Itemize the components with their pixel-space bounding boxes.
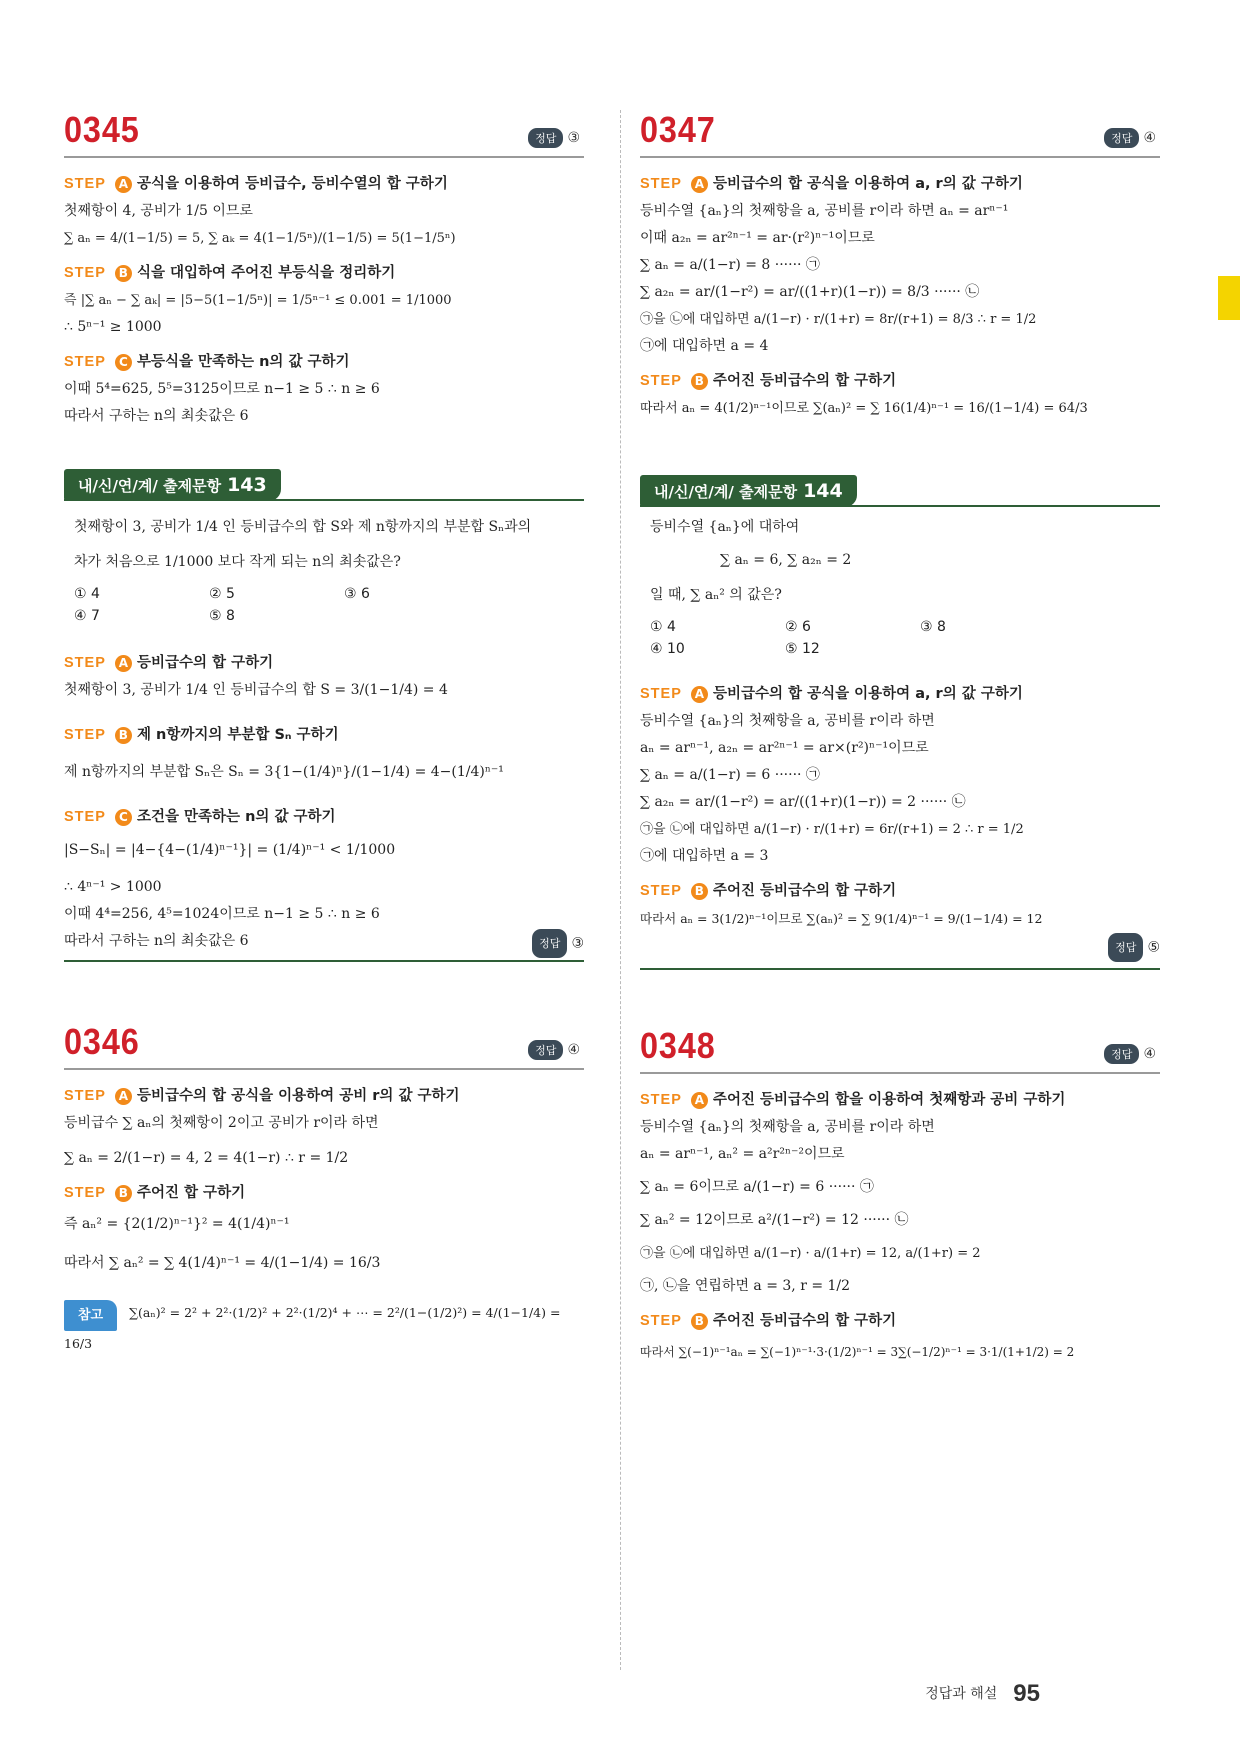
equation-line: 따라서 ∑(−1)ⁿ⁻¹aₙ = ∑(−1)ⁿ⁻¹·3·(1/2)ⁿ⁻¹ = 3∑(−1/2)ⁿ⁻¹ = 3·1/(1+1/2) = 2 xyxy=(640,1345,1075,1359)
choice-4[interactable]: ④ 7 xyxy=(74,608,100,624)
solution-line: 이때 4⁴=256, 4⁵=1024이므로 n−1 ≥ 5 ∴ n ≥ 6 xyxy=(64,906,380,922)
equation-line: 즉 |∑ aₙ − ∑ aₖ| = |5−5(1−1/5ⁿ)| = 1/5ⁿ⁻¹ ≤ 0.001 = 1/1000 xyxy=(64,293,452,308)
problem-header-0347 xyxy=(640,110,1160,158)
reference-note: 참고 ∑(aₙ)² = 2² + 2²·(1/2)² + 2²·(1/2)⁴ + ⋯ = 2²/(1−(1/2)²) = 4/(1−1/4) = 16/3 xyxy=(64,1300,584,1356)
equation-line: 따라서 aₙ = 3(1/2)ⁿ⁻¹이므로 ∑(aₙ)² = ∑ 9(1/4)ⁿ⁻¹ = 9/(1−1/4) = 12 xyxy=(640,911,1043,926)
left-column xyxy=(64,110,584,1358)
equation-line: ∑ a₂ₙ = ar/(1−r²) = ar/((1+r)(1−r)) = 2 ······ ㉡ xyxy=(640,794,966,810)
equation-line: |S−Sₙ| = |4−{4−(1/4)ⁿ⁻¹}| = (1/4)ⁿ⁻¹ < 1/1000 xyxy=(64,842,396,858)
solution-line: 등비수열 {aₙ}의 첫째항을 a, 공비를 r이라 하면 xyxy=(640,1119,935,1135)
problem-number: 0348 xyxy=(640,1025,716,1066)
solution-line: 등비수열 {aₙ}의 첫째항을 a, 공비를 r이라 하면 xyxy=(640,713,935,729)
choice-2[interactable]: ② 6 xyxy=(785,619,811,635)
question-text: 등비수열 {aₙ}에 대하여 xyxy=(650,519,800,535)
choice-5[interactable]: ⑤ 12 xyxy=(785,641,820,657)
equation-line: 따라서 aₙ = 4(1/2)ⁿ⁻¹이므로 ∑(aₙ)² = ∑ 16(1/4)ⁿ⁻¹ = 16/(1−1/4) = 64/3 xyxy=(640,401,1088,416)
column-divider xyxy=(620,110,621,1670)
solution-line: aₙ = arⁿ⁻¹, a₂ₙ = ar²ⁿ⁻¹ = ar×(r²)ⁿ⁻¹이므로 xyxy=(640,740,929,756)
related-problem-144 xyxy=(640,475,1160,970)
solution-line: ㉠에 대입하면 a = 3 xyxy=(640,848,769,864)
answer-label: 정답 ⑤ xyxy=(640,933,1160,962)
choice-3[interactable]: ③ 8 xyxy=(920,619,946,635)
answer-label: 정답 ④ xyxy=(1104,1044,1156,1064)
page-number: 95 xyxy=(1013,1680,1040,1707)
equation-line: ∑ aₙ = a/(1−r) = 6 ······ ㉠ xyxy=(640,767,820,783)
right-column xyxy=(640,110,1160,1367)
equation-line: ∑ aₙ = 6이므로 a/(1−r) = 6 ······ ㉠ xyxy=(640,1179,874,1195)
step-a: STEP A 등비급수의 합 공식을 이용하여 a, r의 값 구하기 xyxy=(640,686,1023,702)
equation-line: ㉠을 ㉡에 대입하면 a/(1−r) · a/(1+r) = 12, a/(1+r) = 2 xyxy=(640,1246,981,1261)
question-text: 첫째항이 3, 공비가 1/4 인 등비급수의 합 S와 제 n항까지의 부분합 Sₙ과의 xyxy=(74,519,532,535)
related-problem-143 xyxy=(64,469,584,962)
equation-line: 즉 aₙ² = {2(1/2)ⁿ⁻¹}² = 4(1/4)ⁿ⁻¹ xyxy=(64,1216,290,1232)
step-a: STEP A 등비급수의 합 공식을 이용하여 a, r의 값 구하기 xyxy=(640,176,1023,192)
choice-2[interactable]: ② 5 xyxy=(209,586,235,602)
choice-1[interactable]: ① 4 xyxy=(650,619,676,635)
answer-choices xyxy=(650,616,1160,660)
problem-number: 0346 xyxy=(64,1021,140,1062)
step-b: STEP B 주어진 등비급수의 합 구하기 xyxy=(640,1313,897,1329)
equation-line: ∑ aₙ = 2/(1−r) = 4, 2 = 4(1−r) ∴ r = 1/2 xyxy=(64,1150,349,1166)
solution-line: ㉠, ㉡을 연립하면 a = 3, r = 1/2 xyxy=(640,1278,851,1294)
answer-label: 정답 ③ xyxy=(532,929,584,958)
step-b: STEP B 주어진 합 구하기 xyxy=(64,1185,246,1201)
choice-1[interactable]: ① 4 xyxy=(74,586,100,602)
solution-line: 따라서 구하는 n의 최솟값은 6 정답 ③ xyxy=(64,929,584,954)
page-footer xyxy=(925,1680,1040,1708)
answer-label: 정답 ③ xyxy=(528,128,580,148)
step-a: STEP A 주어진 등비급수의 합을 이용하여 첫째항과 공비 구하기 xyxy=(640,1092,1066,1108)
solution-line: 등비수열 {aₙ}의 첫째항을 a, 공비를 r이라 하면 aₙ = arⁿ⁻¹ xyxy=(640,203,1009,219)
solution-line: ㉠에 대입하면 a = 4 xyxy=(640,338,769,354)
footer-label: 정답과 해설 xyxy=(925,1686,998,1702)
equation-line: 제 n항까지의 부분합 Sₙ은 Sₙ = 3{1−(1/4)ⁿ}/(1−1/4) = 4−(1/4)ⁿ⁻¹ xyxy=(64,764,504,780)
question-text: ∑ aₙ = 6, ∑ a₂ₙ = 2 xyxy=(720,552,852,568)
choice-4[interactable]: ④ 10 xyxy=(650,641,685,657)
equation-line: 따라서 ∑ aₙ² = ∑ 4(1/4)ⁿ⁻¹ = 4/(1−1/4) = 16/3 xyxy=(64,1255,381,1271)
step-a: STEP A 등비급수의 합 공식을 이용하여 공비 r의 값 구하기 xyxy=(64,1088,460,1104)
solution-line: 첫째항이 4, 공비가 1/5 이므로 xyxy=(64,203,253,219)
equation-line: ㉠을 ㉡에 대입하면 a/(1−r) · r/(1+r) = 6r/(r+1) = 2 ∴ r = 1/2 xyxy=(640,822,1024,837)
step-c: STEP C 조건을 만족하는 n의 값 구하기 xyxy=(64,809,336,825)
equation-line: ∑ aₙ = a/(1−r) = 8 ······ ㉠ xyxy=(640,257,820,273)
equation-line: ∴ 5ⁿ⁻¹ ≥ 1000 xyxy=(64,319,162,335)
step-b: STEP B 주어진 등비급수의 합 구하기 xyxy=(640,883,897,899)
answer-label: 정답 ④ xyxy=(528,1040,580,1060)
question-text: 일 때, ∑ aₙ² 의 값은? xyxy=(650,587,782,603)
problem-number: 0347 xyxy=(640,109,716,150)
equation-line: ∑ aₙ = 4/(1−1/5) = 5, ∑ aₖ = 4(1−1/5ⁿ)/(1−1/5) = 5(1−1/5ⁿ) xyxy=(64,231,456,246)
equation-line: ∑ a₂ₙ = ar/(1−r²) = ar/((1+r)(1−r)) = 8/3 ······ ㉡ xyxy=(640,284,980,300)
solution-line: 등비급수 ∑ aₙ의 첫째항이 2이고 공비가 r이라 하면 xyxy=(64,1115,379,1131)
solution-line: 이때 a₂ₙ = ar²ⁿ⁻¹ = ar·(r²)ⁿ⁻¹이므로 xyxy=(640,230,875,246)
question-text: 차가 처음으로 1/1000 보다 작게 되는 n의 최솟값은? xyxy=(74,554,401,570)
step-b: STEP B 식을 대입하여 주어진 부등식을 정리하기 xyxy=(64,265,396,281)
problem-header-0345 xyxy=(64,110,584,158)
equation-line: ∴ 4ⁿ⁻¹ > 1000 xyxy=(64,879,162,895)
step-a: STEP A 공식을 이용하여 등비급수, 등비수열의 합 구하기 xyxy=(64,176,448,192)
chapter-tab xyxy=(1218,276,1240,320)
equation-line: ∑ aₙ² = 12이므로 a²/(1−r²) = 12 ······ ㉡ xyxy=(640,1212,909,1228)
step-b: STEP B 제 n항까지의 부분합 Sₙ 구하기 xyxy=(64,727,339,743)
answer-choices xyxy=(74,583,584,627)
solution-line: aₙ = arⁿ⁻¹, aₙ² = a²r²ⁿ⁻²이므로 xyxy=(640,1146,845,1162)
answer-label: 정답 ④ xyxy=(1104,128,1156,148)
reference-badge: 참고 xyxy=(64,1300,117,1331)
step-a: STEP A 등비급수의 합 구하기 xyxy=(64,655,274,671)
step-c: STEP C 부등식을 만족하는 n의 값 구하기 xyxy=(64,354,350,370)
solution-line: 따라서 구하는 n의 최솟값은 6 xyxy=(64,408,249,424)
problem-header-0346 xyxy=(64,1022,584,1070)
problem-header-0348 xyxy=(640,1026,1160,1074)
choice-3[interactable]: ③ 6 xyxy=(344,586,370,602)
step-b: STEP B 주어진 등비급수의 합 구하기 xyxy=(640,373,897,389)
equation-line: 첫째항이 3, 공비가 1/4 인 등비급수의 합 S = 3/(1−1/4) = 4 xyxy=(64,682,448,698)
problem-number: 0345 xyxy=(64,109,140,150)
problem-banner: 내/신/연/계/ 출제문항 144 xyxy=(640,475,857,507)
choice-5[interactable]: ⑤ 8 xyxy=(209,608,235,624)
solution-line: 이때 5⁴=625, 5⁵=3125이므로 n−1 ≥ 5 ∴ n ≥ 6 xyxy=(64,381,380,397)
problem-banner: 내/신/연/계/ 출제문항 143 xyxy=(64,469,281,501)
equation-line: ㉠을 ㉡에 대입하면 a/(1−r) · r/(1+r) = 8r/(r+1) = 8/3 ∴ r = 1/2 xyxy=(640,312,1037,327)
